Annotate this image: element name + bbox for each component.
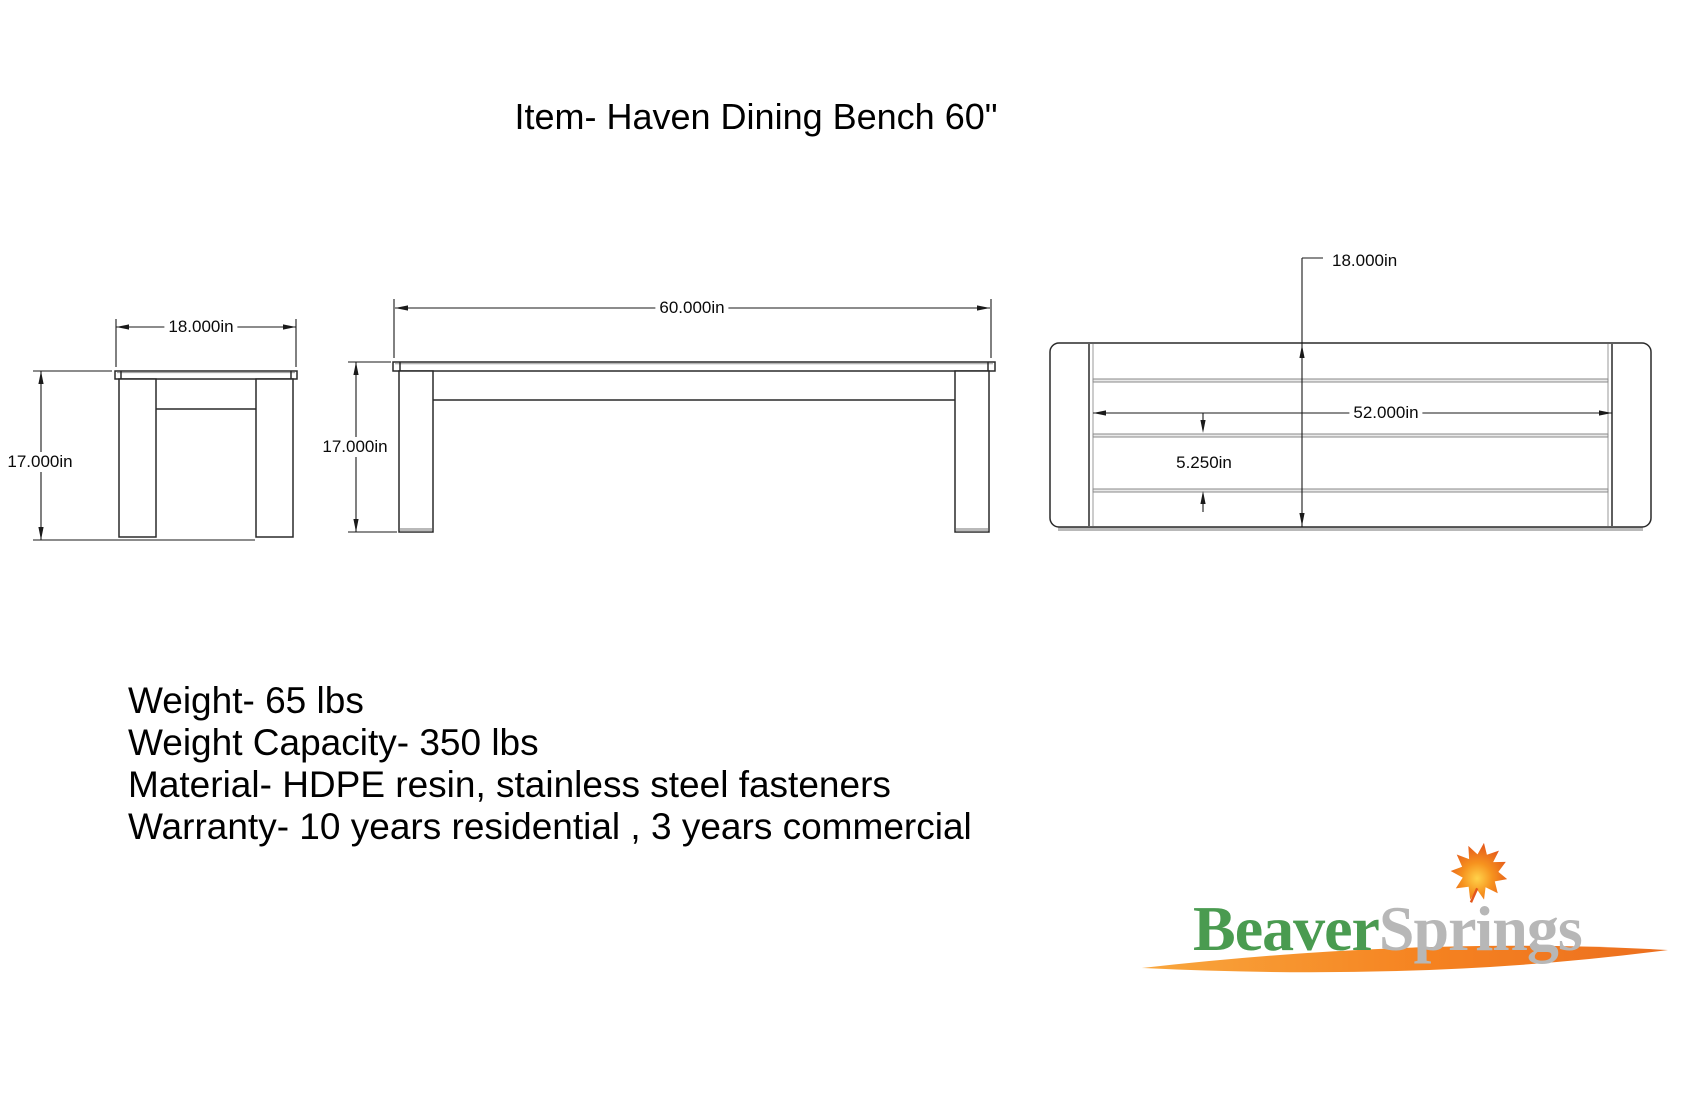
logo-wordmark [1193, 892, 1582, 966]
top-slat-length-dimension-label: 52.000in [1349, 403, 1422, 423]
logo-text-secondary: Springs [1378, 893, 1582, 964]
front-width-dimension-label: 60.000in [655, 298, 728, 318]
front-view [348, 299, 995, 532]
page-title: Item- Haven Dining Bench 60" [514, 96, 998, 137]
spec-weight-capacity: Weight Capacity- 350 lbs [128, 722, 539, 763]
top-slat-width-dimension-label: 5.250in [1172, 453, 1236, 473]
spec-weight: Weight- 65 lbs [128, 680, 364, 721]
spec-text-block [128, 680, 972, 848]
top-view [1050, 258, 1651, 531]
top-depth-dimension-label: 18.000in [1328, 251, 1401, 271]
logo-text-primary: Beaver [1193, 893, 1379, 964]
side-height-dimension-label: 17.000in [3, 452, 76, 472]
side-view [33, 319, 297, 540]
front-height-dimension-label: 17.000in [318, 437, 391, 457]
side-width-dimension-label: 18.000in [164, 317, 237, 337]
spec-material: Material- HDPE resin, stainless steel fasteners [128, 764, 891, 805]
spec-warranty: Warranty- 10 years residential , 3 years commercial [128, 806, 972, 847]
